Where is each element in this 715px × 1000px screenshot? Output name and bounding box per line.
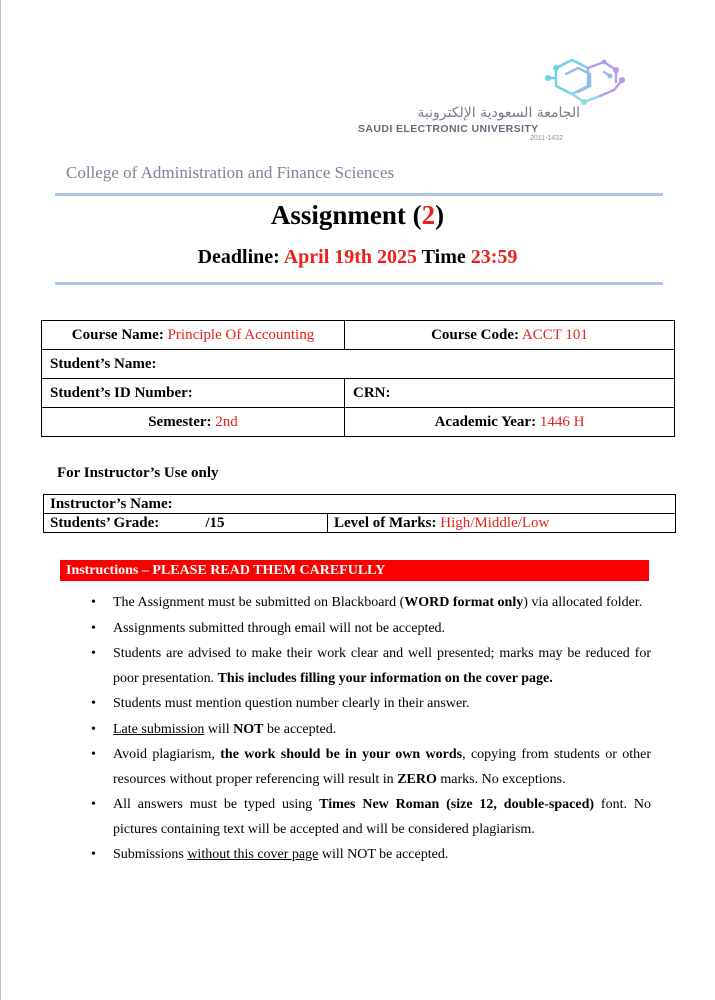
title-prefix: Assignment ( — [270, 200, 422, 230]
instructor-table — [43, 494, 676, 533]
student-name-label: Student’s Name: — [50, 355, 157, 372]
university-name-english: SAUDI ELECTRONIC UNIVERSITY — [358, 123, 539, 135]
course-name-value: Principle Of Accounting — [167, 326, 315, 343]
student-id-cell[interactable] — [42, 379, 345, 408]
instruction-text: marks. No exceptions. — [436, 771, 566, 787]
instruction-text: Submissions — [113, 847, 188, 862]
instruction-emphasis: NOT — [233, 721, 264, 737]
assignment-number: 2 — [421, 200, 436, 230]
instruction-emphasis: WORD format only — [404, 595, 524, 610]
university-emblem-icon — [544, 52, 634, 110]
deadline-time: 23:59 — [470, 246, 518, 268]
university-logo — [352, 52, 592, 147]
instruction-text: font. No pictures containing text will be accepted and will be considered plagiarism. — [113, 797, 651, 837]
deadline-date: April 19th 2025 — [283, 246, 418, 268]
crn-cell[interactable] — [345, 379, 675, 408]
header-rule-top — [55, 193, 663, 196]
course-name-cell[interactable] — [42, 321, 345, 350]
instruction-emphasis: ZERO — [397, 771, 437, 787]
instruction-text: Assignments submitted through email will not be accepted. — [113, 620, 446, 636]
deadline-label: Deadline: — [197, 246, 280, 268]
instructions-banner: Instructions – PLEASE READ THEM CAREFULLY — [60, 560, 649, 581]
list-item — [113, 617, 651, 642]
table-row — [42, 321, 675, 350]
level-of-marks-cell[interactable] — [328, 514, 676, 533]
page-edge — [0, 0, 1, 1000]
instruction-text: The Assignment must be submitted on Blackboard ( — [113, 595, 405, 610]
academic-year-value: 1446 H — [539, 413, 585, 430]
course-code-cell[interactable] — [345, 321, 675, 350]
course-info-table — [41, 320, 675, 437]
title-suffix: ) — [435, 200, 445, 230]
list-item — [113, 743, 651, 792]
instruction-text: All answers must be typed using — [113, 797, 320, 812]
instruction-text: ) via allocated folder. — [523, 595, 643, 610]
instruction-text: Students are advised to make their work clear and well presented; marks may be reduced for poor presentation. — [113, 646, 651, 686]
list-item — [113, 591, 651, 616]
level-of-marks-label: Level of Marks: — [334, 514, 437, 531]
deadline-time-label: Time — [421, 246, 466, 268]
instruction-text: will — [204, 721, 234, 737]
list-item — [113, 718, 651, 743]
assignment-title — [0, 200, 715, 231]
table-row — [44, 514, 676, 533]
instructor-name-label: Instructor’s Name: — [50, 495, 173, 512]
university-name-arabic: الجامعة السعودية الإلكترونية — [417, 105, 580, 121]
instructor-name-cell[interactable] — [44, 495, 676, 514]
grade-label: Students’ Grade: — [50, 514, 160, 531]
instruction-emphasis: This includes filling your information on the cover page. — [217, 670, 553, 686]
course-code-label: Course Code: — [431, 326, 519, 343]
header-rule-bottom — [55, 282, 663, 285]
university-years: 2011-1432 — [530, 135, 563, 142]
instruction-text: Students must mention question number clearly in their answer. — [113, 696, 470, 711]
course-code-value: ACCT 101 — [521, 326, 588, 343]
table-row — [42, 408, 675, 437]
list-item — [113, 642, 651, 691]
academic-year-label: Academic Year: — [434, 413, 537, 430]
instruction-emphasis: Times New Roman (size 12, double-spaced) — [319, 797, 595, 812]
list-item — [113, 793, 651, 842]
semester-label: Semester: — [148, 413, 212, 430]
deadline-line — [0, 246, 715, 269]
student-name-cell[interactable] — [42, 350, 675, 379]
course-name-label: Course Name: — [71, 326, 164, 343]
list-item — [113, 692, 651, 717]
instruction-underlined: without this cover page — [187, 847, 319, 862]
student-grade-cell[interactable] — [44, 514, 328, 533]
instruction-text: will NOT be accepted. — [318, 847, 449, 862]
list-item — [113, 843, 651, 868]
crn-label: CRN: — [353, 384, 391, 401]
semester-value: 2nd — [215, 413, 238, 430]
instruction-underlined: Late submission — [113, 721, 205, 737]
table-row — [42, 350, 675, 379]
instruction-text: Avoid plagiarism, — [113, 747, 221, 762]
academic-year-cell[interactable] — [345, 408, 675, 437]
grade-out-of: /15 — [205, 514, 225, 531]
semester-cell[interactable] — [42, 408, 345, 437]
level-of-marks-value: High/Middle/Low — [440, 514, 550, 531]
college-name: College of Administration and Finance Sciences — [66, 163, 395, 182]
table-row — [44, 495, 676, 514]
instructions-list — [113, 591, 651, 869]
instruction-emphasis: the work should be in your own words — [220, 747, 463, 762]
table-row — [42, 379, 675, 408]
instruction-text: , copying from students or other resources without proper referencing will result in — [113, 747, 651, 787]
student-id-label: Student’s ID Number: — [50, 384, 193, 401]
instructor-use-heading: For Instructor’s Use only — [57, 465, 219, 481]
instruction-text: be accepted. — [263, 721, 337, 737]
